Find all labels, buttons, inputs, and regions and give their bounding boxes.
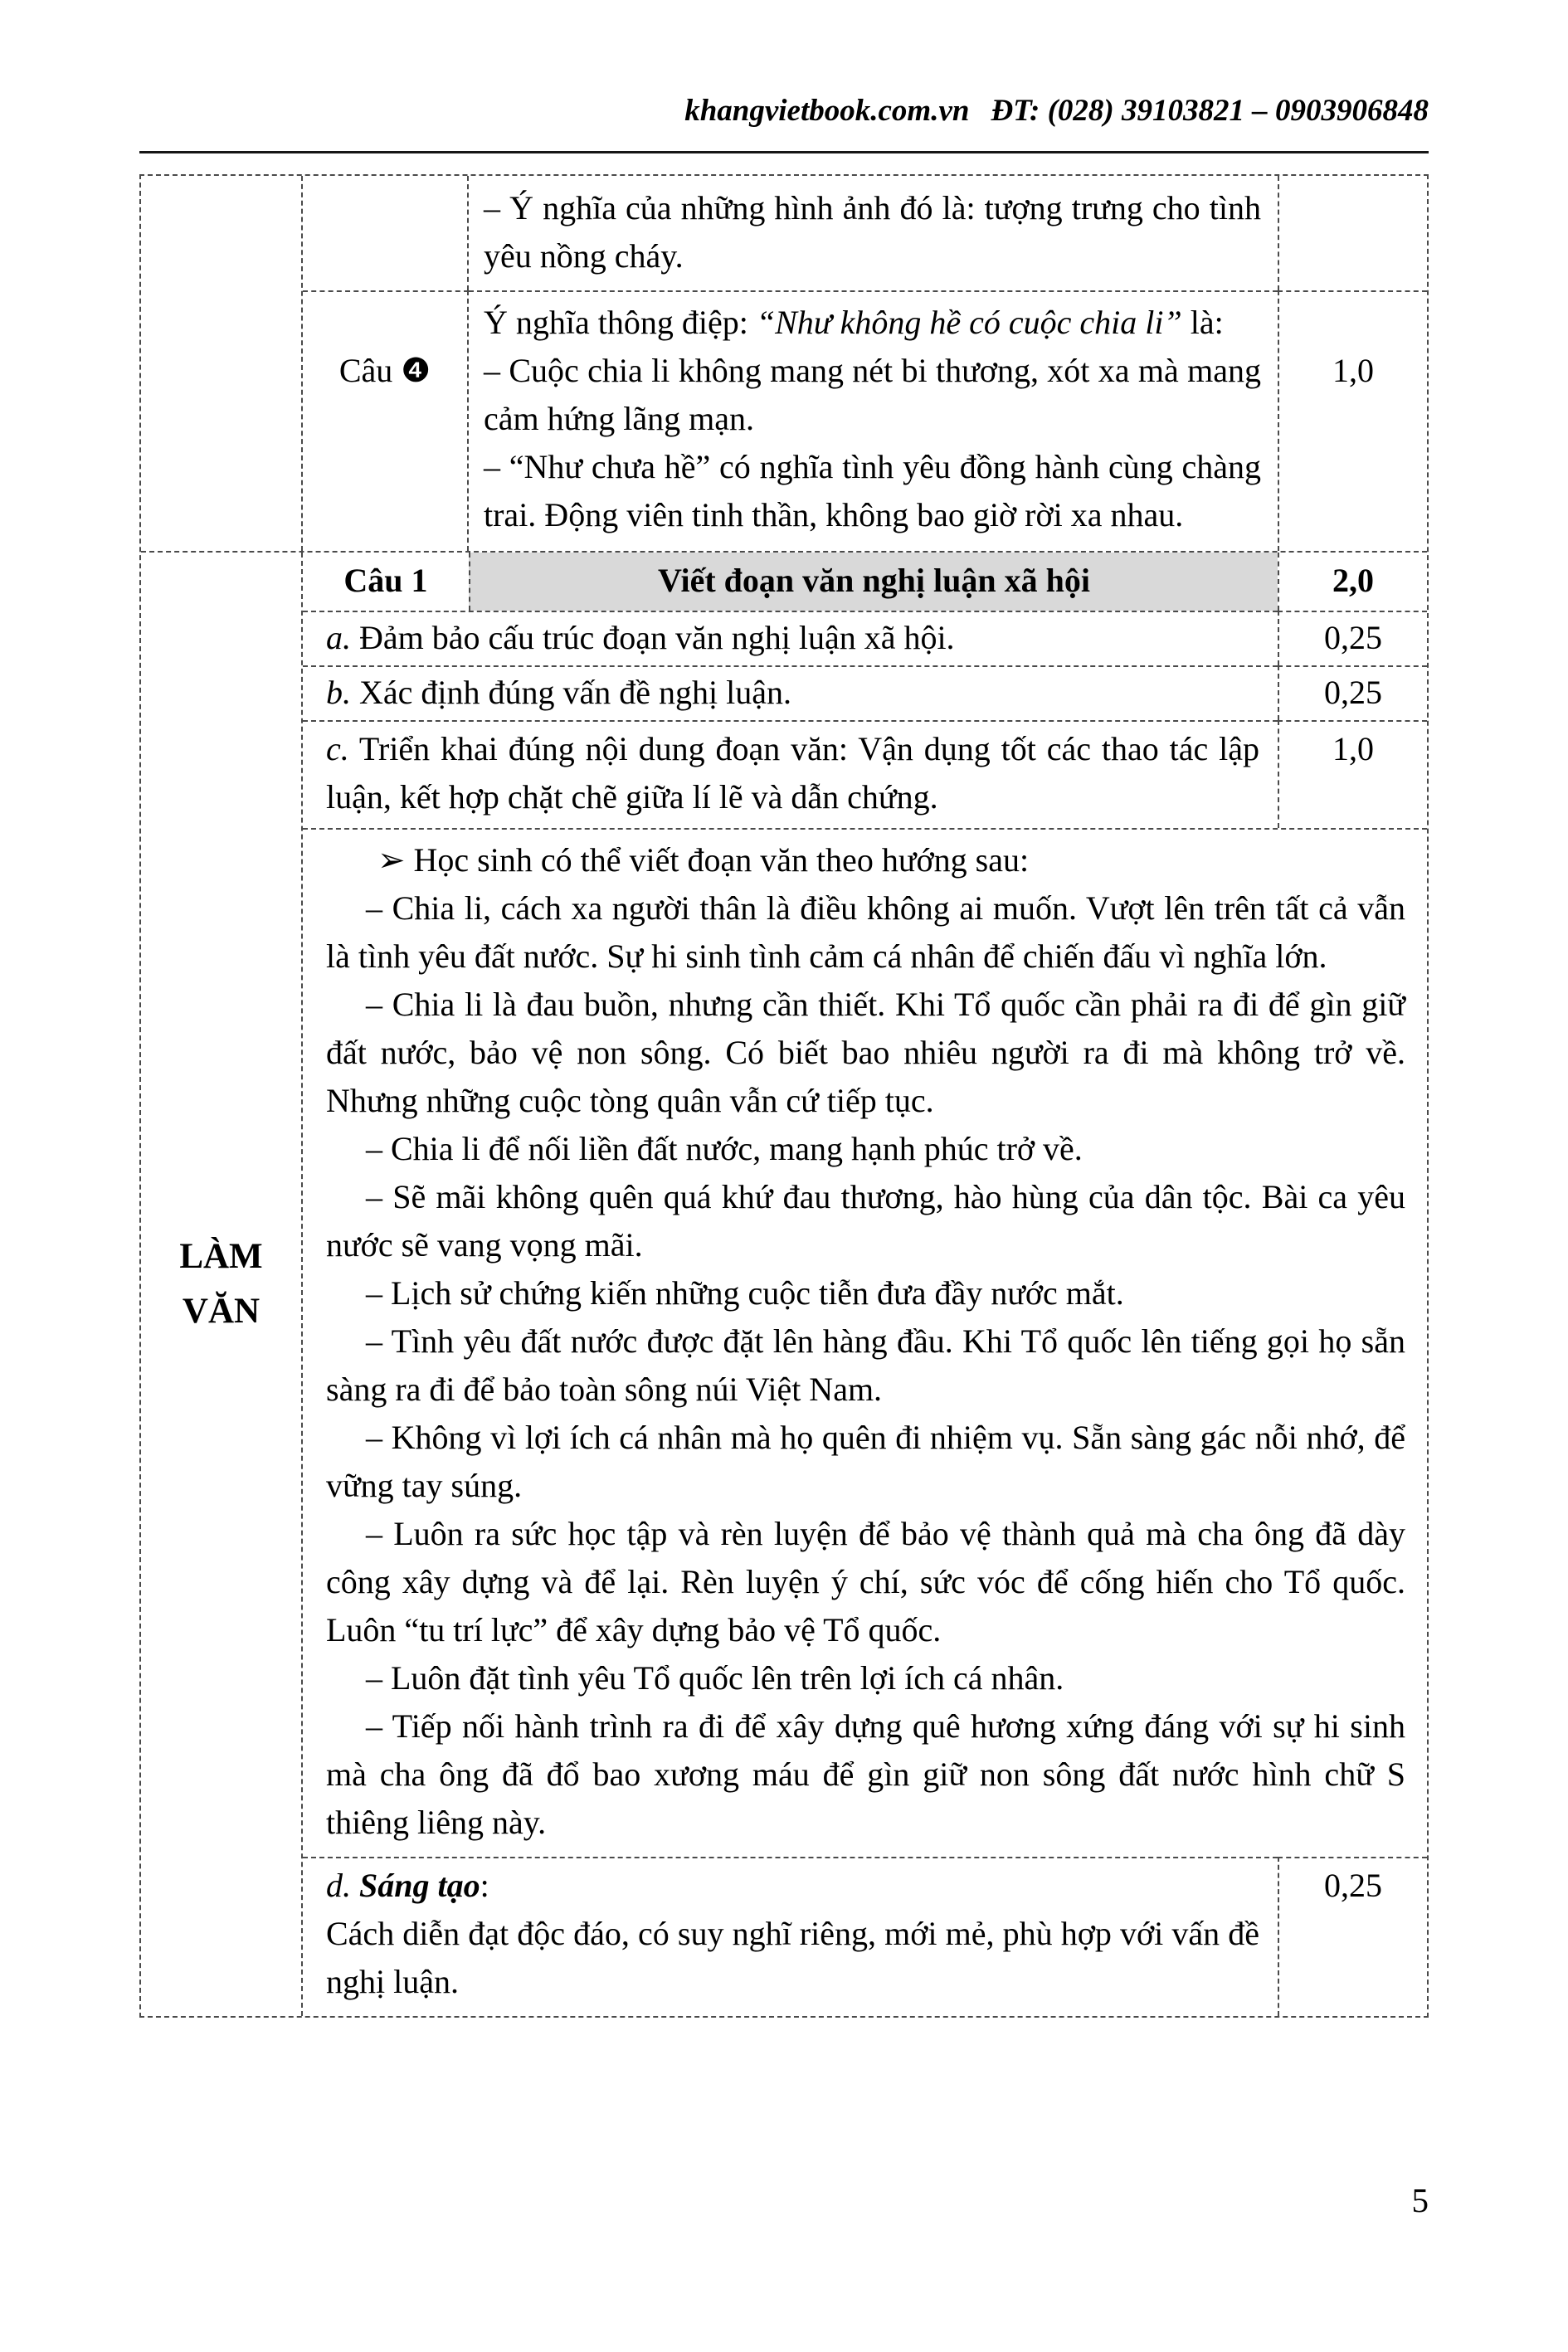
guidance-paragraph: – Luôn ra sức học tập và rèn luyện để bảo vệ thành quả mà cha ông đã dày công xây dựng và để lại. Rèn luyện ý chí, sức vóc để cống hiến cho Tổ quốc. Luôn “tu trí lực” để xây dựng bảo vệ Tổ quốc.: [326, 1515, 1405, 1648]
answer-key-table: [139, 174, 1429, 2018]
guidance-paragraph: – Chia li là đau buồn, nhưng cần thiết. Khi Tổ quốc cần phải ra đi để gìn giữ đất nước, bảo vệ non sông. Có biết bao nhiêu người ra đi mà không trở về. Nhưng những cuộc tòng quân vẫn cứ tiếp tục.: [326, 986, 1405, 1119]
paragraph: – Ý nghĩa của những hình ảnh đó là: tượng trưng cho tình yêu nồng cháy.: [484, 189, 1261, 275]
points-value: 1,0: [1332, 352, 1374, 389]
criterion-row-a: [303, 611, 1278, 665]
paragraph: [484, 299, 1261, 347]
points-cell-cau1: [1278, 553, 1427, 611]
criterion-text: Xác định đúng vấn đề nghị luận.: [351, 674, 791, 711]
cau1-label-cell: [303, 553, 469, 611]
criterion-letter: d.: [326, 1867, 359, 1904]
guidance-paragraph: – Lịch sử chứng kiến những cuộc tiễn đưa đầy nước mắt.: [366, 1274, 1124, 1312]
label-cell-empty: [303, 176, 469, 290]
paragraph: [326, 725, 1259, 821]
paragraph: Cách diễn đạt độc đáo, có suy nghĩ riêng, mới mẻ, phù hợp với vấn đề nghị luận.: [326, 1915, 1259, 2000]
paragraph: [326, 1862, 1259, 1910]
header-site-text: khangvietbook.com.vn: [684, 94, 970, 128]
cau4-label: Câu ❹: [338, 352, 431, 389]
intro-prefix: Ý nghĩa thông điệp:: [484, 304, 757, 341]
label-cell-cau4: [303, 290, 469, 551]
paragraph: [326, 669, 1259, 717]
paragraph: – “Như chưa hề” có nghĩa tình yêu đồng hành cùng chàng trai. Động viên tinh thần, không bao giờ rời xa nhau.: [484, 448, 1261, 533]
criterion-letter: a.: [326, 619, 351, 656]
points-value: 0,25: [1324, 619, 1382, 656]
paragraph: – Cuộc chia li không mang nét bi thương, xót xa mà mang cảm hứng lãng mạn.: [484, 352, 1261, 437]
criterion-row-d: [303, 1857, 1278, 2016]
header-rule: [139, 151, 1429, 153]
page-header: [141, 93, 1429, 129]
cau1-title-cell: [469, 553, 1278, 611]
points-cell-c: [1278, 720, 1427, 828]
guidance-paragraph: – Luôn đặt tình yêu Tổ quốc lên trên lợi ích cá nhân.: [366, 1659, 1064, 1697]
section-lam-van: [141, 551, 1427, 2016]
guidance-cell: [303, 828, 1427, 1857]
page-number-value: 5: [1411, 2181, 1429, 2219]
criterion-row-c: [303, 720, 1278, 828]
criterion-text: Đảm bảo cấu trúc đoạn văn nghị luận xã hội.: [351, 619, 955, 656]
guidance-paragraph: – Không vì lợi ích cá nhân mà họ quên đi nhiệm vụ. Sẵn sàng gác nỗi nhớ, để vững tay súng.: [326, 1419, 1405, 1504]
section-title-line: LÀM: [179, 1237, 263, 1276]
points-cell-a: [1278, 611, 1427, 665]
guidance-paragraph: – Tình yêu đất nước được đặt lên hàng đầu. Khi Tổ quốc lên tiếng gọi họ sẵn sàng ra đi để bảo toàn sông núi Việt Nam.: [326, 1322, 1405, 1408]
guidance-paragraph: – Chia li, cách xa người thân là điều không ai muốn. Vượt lên trên tất cả vẫn là tình yêu đất nước. Sự hi sinh tình cảm cá nhân để chiến đấu vì nghĩa lớn.: [326, 889, 1405, 975]
criterion-letter: c.: [326, 730, 349, 767]
guidance-paragraph: – Sẽ mãi không quên quá khứ đau thương, hào hùng của dân tộc. Bài ca yêu nước sẽ vang vọng mãi.: [326, 1178, 1405, 1264]
paragraph: [326, 614, 1259, 662]
section-title-line: VĂN: [182, 1292, 261, 1331]
header-phone-text: ĐT: (028) 39103821 – 0903906848: [991, 94, 1429, 128]
criterion-letter: b.: [326, 674, 351, 711]
points-value: 2,0: [1332, 562, 1374, 599]
guidance-heading: ➢ Học sinh có thể viết đoạn văn theo hướng sau:: [377, 841, 1030, 879]
points-cell-cau4: [1278, 290, 1427, 551]
intro-quote: “Như không hề có cuộc chia li”: [756, 304, 1182, 341]
criterion-text: Triển khai đúng nội dung đoạn văn: Vận dụng tốt các thao tác lập luận, kết hợp chặt chẽ giữa lí lẽ và dẫn chứng.: [326, 730, 1259, 816]
points-cell-empty: [1278, 176, 1427, 290]
section-title-cell: [141, 553, 303, 2016]
page-number: [141, 2180, 1429, 2220]
points-value: 0,25: [1324, 1867, 1382, 1904]
guidance-paragraph: – Tiếp nối hành trình ra đi để xây dựng quê hương xứng đáng với sự hi sinh mà cha ông đã đổ bao xương máu để gìn giữ non sông đất nước hình chữ S thiêng liêng này.: [326, 1707, 1405, 1841]
criterion-row-b: [303, 665, 1278, 720]
cau1-label: Câu 1: [343, 562, 428, 599]
content-cell-carryover: [469, 176, 1278, 290]
cau1-header-row: [303, 553, 1278, 611]
points-cell-b: [1278, 665, 1427, 720]
spacer-cell: [141, 176, 303, 551]
section-cau4: [141, 176, 1427, 551]
content-cell-cau4: [469, 290, 1278, 551]
cau1-title: Viết đoạn văn nghị luận xã hội: [658, 562, 1090, 599]
criterion-title: Sáng tạo: [359, 1867, 480, 1904]
intro-suffix: là:: [1181, 304, 1224, 341]
points-value: 0,25: [1324, 674, 1382, 711]
guidance-paragraph: – Chia li để nối liền đất nước, mang hạnh phúc trở về.: [366, 1130, 1083, 1167]
criterion-colon: :: [480, 1867, 489, 1904]
points-cell-d: [1278, 1857, 1427, 2016]
points-value: 1,0: [1332, 730, 1374, 767]
